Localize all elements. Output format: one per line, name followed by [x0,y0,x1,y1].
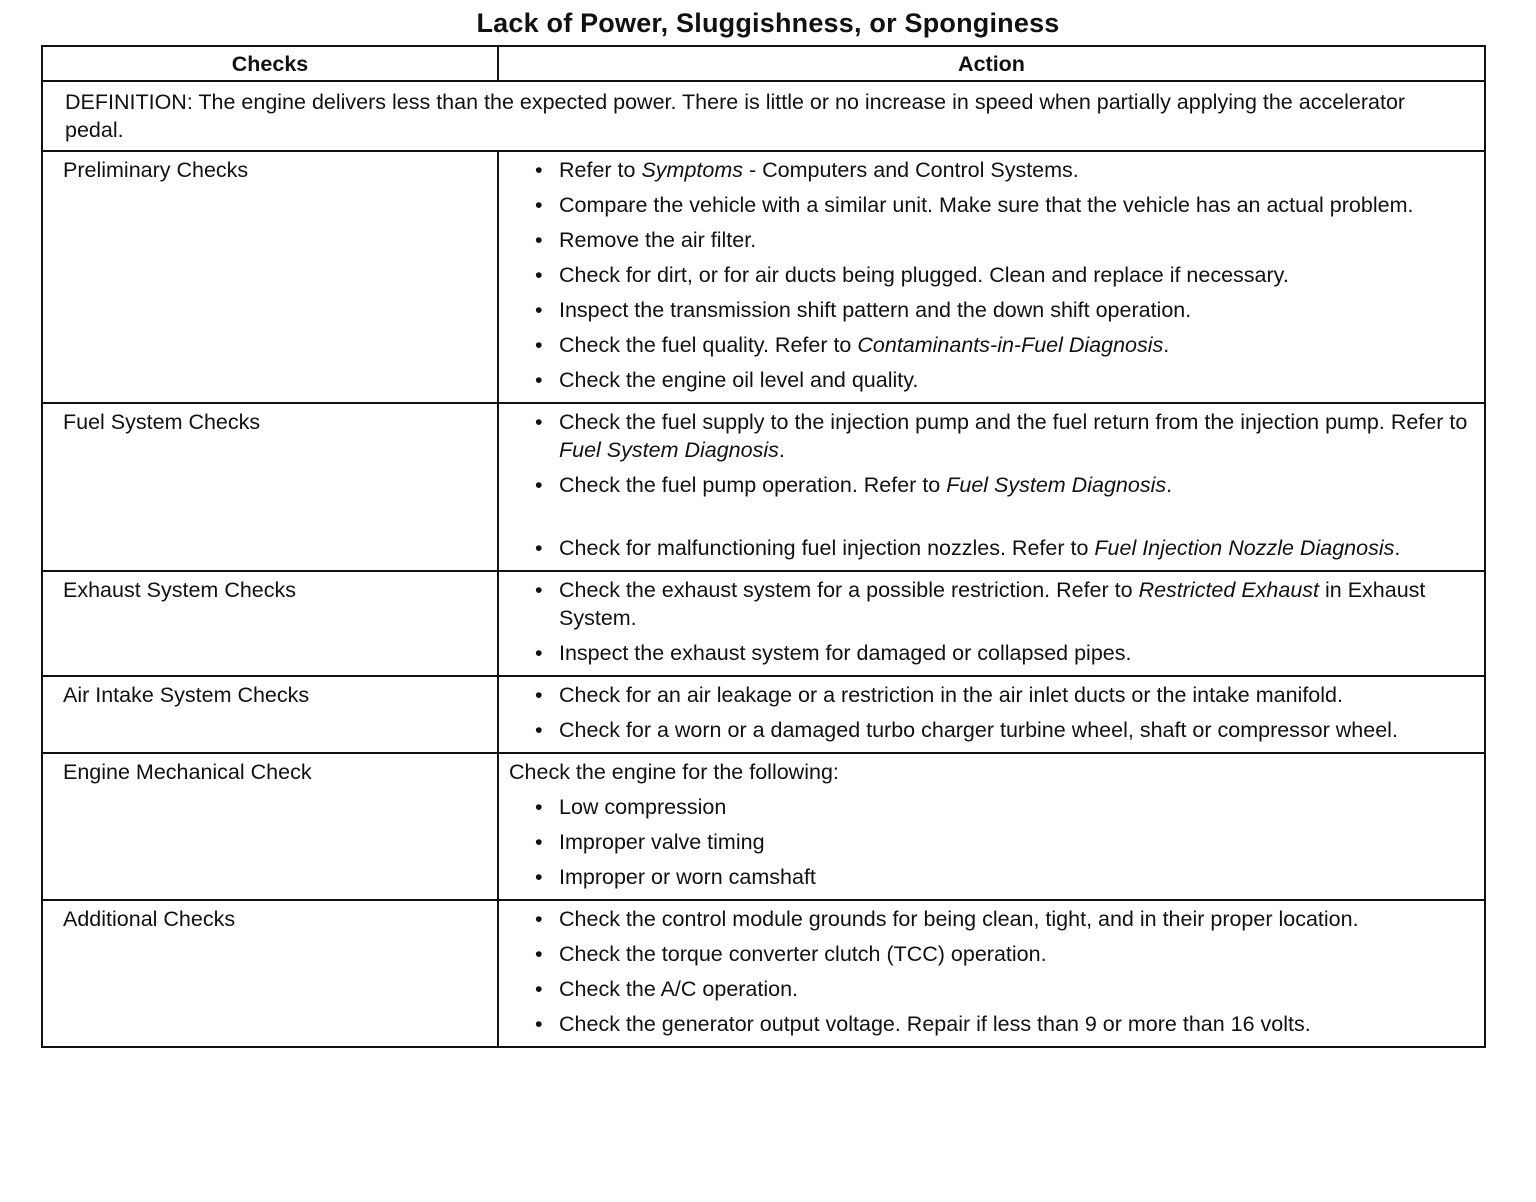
list-item: • Check the fuel quality. Refer to Contaminants-in-Fuel Diagnosis. [509,331,1470,359]
document-title: Lack of Power, Sluggishness, or Sponginess [476,8,1060,38]
table-row [42,753,1485,900]
list-item: • Improper or worn camshaft [509,863,1470,891]
table-row [42,403,1485,571]
diagnosis-table [41,45,1486,1048]
definition-text: DEFINITION: The engine delivers less than the expected power. There is little or no increase in speed when partially applying the accelerator pedal. [42,81,1485,151]
action-cell [498,676,1485,753]
list-item: • Improper valve timing [509,828,1470,856]
check-name: Engine Mechanical Check [42,753,498,900]
definition-row [42,81,1485,151]
list-item: • Check for dirt, or for air ducts being plugged. Clean and replace if necessary. [509,261,1470,289]
reference-link: Fuel System Diagnosis [559,438,779,462]
check-name: Air Intake System Checks [42,676,498,753]
table-header-row [42,46,1485,81]
list-item: • Check the engine oil level and quality. [509,366,1470,394]
check-name: Additional Checks [42,900,498,1047]
action-cell [498,571,1485,676]
list-item: • Check the torque converter clutch (TCC) operation. [509,940,1470,968]
list-item: • Refer to Symptoms - Computers and Control Systems. [509,156,1470,184]
list-item: • Check the fuel supply to the injection pump and the fuel return from the injection pump. Refer to Fuel System Diagnosis. [509,408,1470,464]
action-cell [498,900,1485,1047]
reference-link: Fuel System Diagnosis [946,473,1167,497]
list-item: • Check the exhaust system for a possible restriction. Refer to Restricted Exhaust in Exhaust System. [509,576,1470,632]
action-cell [498,753,1485,900]
reference-link: Restricted Exhaust [1138,578,1320,602]
table-row [42,571,1485,676]
check-name: Fuel System Checks [42,403,498,571]
reference-link: Contaminants-in-Fuel Diagnosis [857,333,1164,357]
checks-column-header: Checks [42,46,498,81]
list-item: • Check for an air leakage or a restriction in the air inlet ducts or the intake manifold. [509,681,1470,709]
list-item: • Inspect the exhaust system for damaged or collapsed pipes. [509,639,1470,667]
list-item: • Check for a worn or a damaged turbo charger turbine wheel, shaft or compressor wheel. [509,716,1470,744]
reference-link: Symptoms [641,158,744,182]
list-item: • Check the fuel pump operation. Refer to Fuel System Diagnosis. [509,471,1470,499]
list-item: • Check the generator output voltage. Repair if less than 9 or more than 16 volts. [509,1010,1470,1038]
action-cell [498,403,1485,571]
reference-link: Fuel Injection Nozzle Diagnosis [1094,536,1395,560]
list-item: • Check for malfunctioning fuel injection nozzles. Refer to Fuel Injection Nozzle Diagnosis. [509,534,1470,562]
check-name: Exhaust System Checks [42,571,498,676]
action-cell [498,151,1485,403]
check-name: Preliminary Checks [42,151,498,403]
list-item: • Inspect the transmission shift pattern and the down shift operation. [509,296,1470,324]
table-row [42,151,1485,403]
list-item: • Check the A/C operation. [509,975,1470,1003]
list-item: • Remove the air filter. [509,226,1470,254]
table-row [42,676,1485,753]
list-item: • Check the control module grounds for being clean, tight, and in their proper location. [509,905,1470,933]
list-item: • Compare the vehicle with a similar unit. Make sure that the vehicle has an actual problem. [509,191,1470,219]
action-column-header: Action [498,46,1485,81]
list-item: • Low compression [509,793,1470,821]
action-lead-text: Check the engine for the following: [509,760,839,784]
table-row [42,900,1485,1047]
